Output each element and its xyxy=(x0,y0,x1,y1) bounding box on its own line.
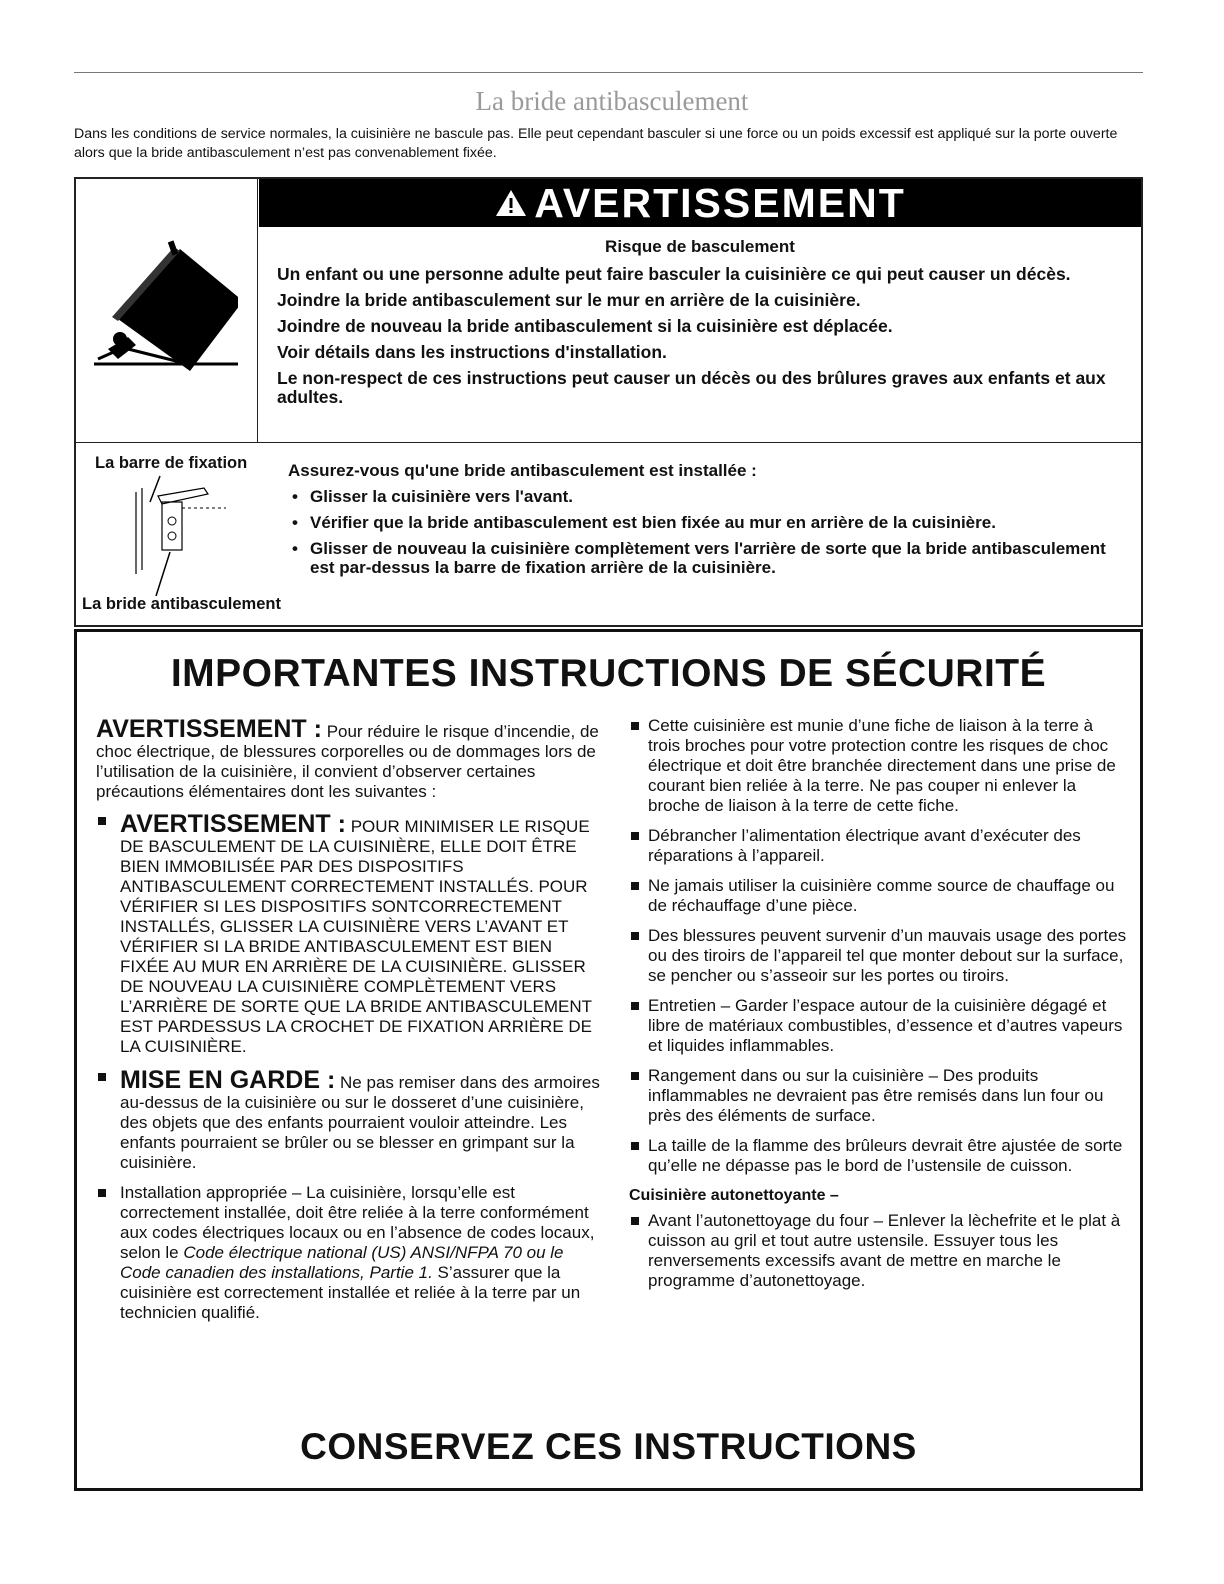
list-item xyxy=(629,996,1129,1056)
warning-triangle-icon xyxy=(494,188,528,218)
safety-right-column xyxy=(629,716,1129,1301)
warning-line: Voir détails dans les instructions d'installation. xyxy=(277,342,667,362)
warning-divider-vertical xyxy=(257,179,258,442)
list-item xyxy=(96,1183,601,1323)
bullet-square-icon xyxy=(631,882,639,890)
bullet-square-icon xyxy=(631,1072,639,1080)
warning-box xyxy=(74,177,1143,627)
warning-line: Un enfant ou une personne adulte peut faire basculer la cuisinière ce qui peut causer un décès. xyxy=(277,264,1071,284)
item-label: AVERTISSEMENT : xyxy=(120,810,346,838)
item-text: Entretien – Garder l’espace autour de la cuisinière dégagé et libre de matériaux combustibles, d’essence et d’autres vapeurs et liquides inflammables. xyxy=(648,996,1123,1055)
self-clean-subhead: Cuisinière autonettoyante – xyxy=(629,1187,839,1204)
item-text: Rangement dans ou sur la cuisinière – Des produits inflammables ne devraient pas être remisés dans lun four ou près des éléments de surface. xyxy=(648,1066,1104,1125)
bullet-square-icon xyxy=(631,932,639,940)
list-item xyxy=(629,826,1129,866)
item-text-italic: Code électrique national (US) ANSI/NFPA 70 ou le Code canadien des installations, Partie 1. xyxy=(120,1243,564,1282)
item-text: POUR MINIMISER LE RISQUE DE BASCULEMENT DE LA CUISINIÈRE, ELLE DOIT ÊTRE BIEN IMMOBILISÉE PAR DES DISPOSITIFS ANTIBASCULEMENT CORRECTEMENT INSTALLÉS. POUR VÉRIFIER SI LES DISPOSITIFS SONTCORRECTEMENT INSTALLÉS, GLISSER LA CUISINIÈRE VERS L’AVANT ET VÉRIFIER SI LA BRIDE ANTIBASCULEMENT EST BIEN FIXÉE AU MUR EN ARRIÈRE DE LA CUISINIÈRE. GLISSER DE NOUVEAU LA CUISINIÈRE COMPLÈTEMENT VERS L’ARRIÈRE DE SORTE QUE LA BRIDE ANTIBASCULEMENT EST PARDESSUS LA CROCHET DE FIXATION ARRIÈRE DE LA CUISINIÈRE. xyxy=(120,817,593,1056)
bullet-square-icon xyxy=(98,1073,106,1081)
bullet-square-icon xyxy=(631,1217,639,1225)
warning-banner-text: AVERTISSEMENT xyxy=(534,179,906,226)
item-text: Ne pas remiser dans des armoires au-dessus de la cuisinière ou sur le dosseret d’une cuisinière, des objets que des enfants pourraient vouloir atteindre. Les enfants pourraient se brûler ou se blesser en grimpant sur la cuisinière. xyxy=(120,1073,600,1172)
bullet-square-icon xyxy=(631,722,639,730)
list-item xyxy=(96,811,601,1057)
bullet-square-icon xyxy=(631,832,639,840)
safety-title: IMPORTANTES INSTRUCTIONS DE SÉCURITÉ xyxy=(170,652,1047,695)
label-bride: La bride antibasculement xyxy=(82,595,281,613)
item-text: Cette cuisinière est munie d’une fiche de liaison à la terre à trois broches pour votre protection contre les risques de choc électrique et doit être branchée directement dans une prise de courant bien reliée à la terre. Ne pas couper ni enlever la broche de liaison à la terre de cette fiche. xyxy=(648,716,1116,815)
list-item xyxy=(96,1067,601,1173)
list-item xyxy=(629,1136,1129,1176)
top-rule xyxy=(74,72,1143,73)
safety-intro xyxy=(96,716,601,802)
list-item: • Glisser de nouveau la cuisinière complètement vers l'arrière de sorte que la bride antibasculement est par-dessus la barre de fixation arrière de la cuisinière. xyxy=(288,539,1128,577)
item-label: MISE EN GARDE : xyxy=(120,1066,336,1094)
label-barre-fixation: La barre de fixation xyxy=(95,454,248,472)
safety-intro-label: AVERTISSEMENT : xyxy=(96,715,322,743)
safety-box xyxy=(74,629,1143,1491)
safety-left-column xyxy=(96,716,601,1333)
risk-title: Risque de basculement xyxy=(605,237,795,256)
item-text: Installation appropriée – La cuisinière, lorsqu’elle est correctement installée, doit être reliée à la terre conformément aux codes électriques locaux ou en l’absence de codes locaux, selon le xyxy=(120,1183,595,1262)
list-item xyxy=(629,1066,1129,1126)
install-check-list xyxy=(288,487,1128,577)
list-item xyxy=(629,716,1129,816)
list-item xyxy=(629,1211,1129,1291)
list-item: • Vérifier que la bride antibasculement est bien fixée au mur en arrière de la cuisinière. xyxy=(288,513,1128,532)
item-text: Avant l’autonettoyage du four – Enlever la lèchefrite et le plat à cuisson au gril et tout autre ustensile. Essuyer tous les renversements excessifs avant de mettre en marche le programme d’autonettoyage. xyxy=(648,1211,1121,1290)
list-item: • Glisser la cuisinière vers l'avant. xyxy=(288,487,1128,506)
warning-line: Le non-respect de ces instructions peut causer un décès ou des brûlures graves aux enfants et aux adultes. xyxy=(277,368,1106,407)
bullet-square-icon xyxy=(98,1189,106,1197)
item-text: La taille de la flamme des brûleurs devrait être ajustée de sorte qu’elle ne dépasse pas le bord de l’ustensile de cuisson. xyxy=(648,1136,1123,1175)
warning-line: Joindre de nouveau la bride antibasculement si la cuisinière est déplacée. xyxy=(277,316,893,336)
safety-intro-text: Pour réduire le risque d’incendie, de choc électrique, de blessures corporelles ou de dommages lors de l’utilisation de la cuisinière, il convient d’observer certaines précautions élémentaires dont les suivantes : xyxy=(96,722,599,801)
item-text: Débrancher l’alimentation électrique avant d’exécuter des réparations à l’appareil. xyxy=(648,826,1081,865)
install-check-heading: Assurez-vous qu'une bride antibasculement est installée : xyxy=(288,461,757,480)
list-item xyxy=(629,926,1129,986)
tip-over-illustration xyxy=(88,239,238,384)
bracket-illustration xyxy=(96,474,236,604)
bullet-square-icon xyxy=(631,1142,639,1150)
warning-lines xyxy=(277,265,1117,414)
bullet-square-icon xyxy=(631,1002,639,1010)
section-title: La bride antibasculement xyxy=(475,86,749,116)
warning-banner xyxy=(259,179,1141,227)
warning-divider-horizontal xyxy=(76,442,1141,443)
install-check xyxy=(288,461,1128,584)
item-text: Ne jamais utiliser la cuisinière comme source de chauffage ou de réchauffage d’une pièce. xyxy=(648,876,1115,915)
intro-paragraph: Dans les conditions de service normales, la cuisinière ne bascule pas. Elle peut cependant basculer si une force ou un poids excessif est appliqué sur la porte ouverte alors que la bride antibasculement n’est pas convenablement fixée. xyxy=(74,126,1118,161)
warning-line: Joindre la bride antibasculement sur le mur en arrière de la cuisinière. xyxy=(277,290,861,310)
bullet-square-icon xyxy=(98,817,106,825)
item-text: Des blessures peuvent survenir d’un mauvais usage des portes ou des tiroirs de l’appareil tel que monter debout sur la surface, se pencher ou s’asseoir sur les portes ou tiroirs. xyxy=(648,926,1127,985)
safety-footer: CONSERVEZ CES INSTRUCTIONS xyxy=(300,1426,917,1467)
list-item xyxy=(629,876,1129,916)
item-text: S’assurer que la cuisinière est correctement installée et reliée à la terre par un technicien qualifié. xyxy=(120,1263,581,1322)
